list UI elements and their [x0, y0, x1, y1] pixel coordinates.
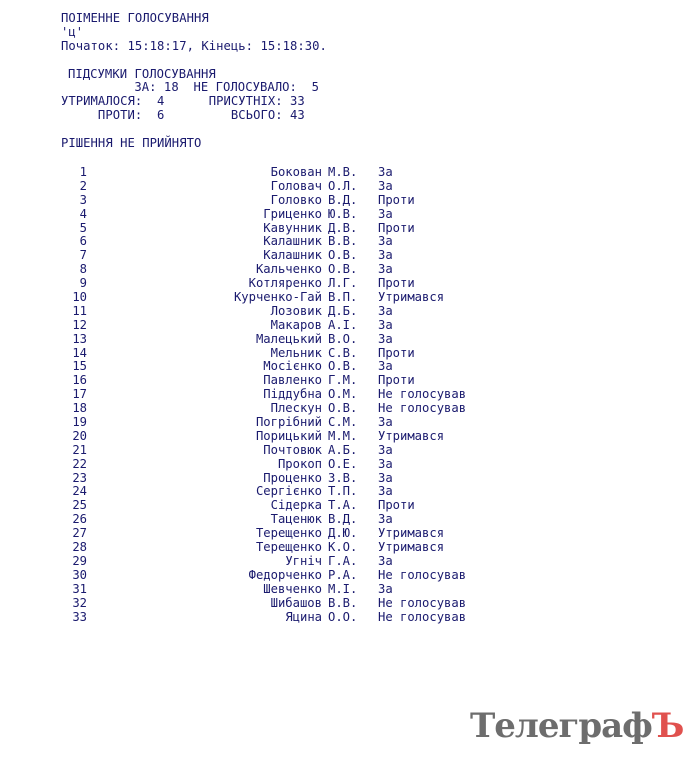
deputy-initials: Д.Ю. [328, 526, 358, 541]
deputy-surname: Терещенко [255, 540, 322, 555]
deputy-initials: Д.Б. [328, 303, 358, 318]
vote-number: 8 [79, 262, 87, 277]
vote-result: За [378, 248, 393, 263]
vote-result: За [378, 553, 393, 568]
deputy-surname: Федорченко [248, 567, 322, 582]
vote-result: Утримався [378, 526, 445, 541]
summary-row-for: ЗА: 18 НЕ ГОЛОСУВАЛО: 5 [127, 80, 320, 95]
deputy-surname: Котляренко [248, 276, 322, 291]
vote-result: За [378, 581, 393, 596]
deputy-initials: О.Л. [328, 178, 358, 193]
deputy-initials: С.М. [328, 415, 358, 430]
vote-row [61, 499, 466, 513]
deputy-initials: Г.А. [328, 553, 358, 568]
deputy-surname: Яцина [285, 609, 322, 624]
vote-number: 26 [72, 512, 87, 527]
deputy-surname: Головко [270, 192, 322, 207]
vote-row [61, 277, 466, 291]
vote-number: 7 [79, 248, 87, 263]
vote-result: Не голосував [378, 595, 467, 610]
vote-number: 11 [72, 303, 87, 318]
vote-result: Проти [378, 276, 415, 291]
vote-number: 28 [72, 540, 87, 555]
deputy-surname: Шибашов [270, 595, 322, 610]
vote-number: 18 [72, 401, 87, 416]
vote-row [61, 472, 466, 486]
vote-number: 20 [72, 428, 87, 443]
vote-row [61, 444, 466, 458]
deputy-surname: Почтовюк [263, 442, 322, 457]
document-header [61, 12, 327, 151]
vote-result: За [378, 331, 393, 346]
deputy-initials: В.В. [328, 595, 358, 610]
deputy-surname: Павленко [263, 373, 322, 388]
vote-result: За [378, 234, 393, 249]
vote-number: 15 [72, 359, 87, 374]
vote-row [61, 597, 466, 611]
vote-row [61, 333, 466, 347]
deputy-initials: М.В. [328, 165, 358, 179]
vote-result: За [378, 359, 393, 374]
vote-result: Не голосував [378, 387, 467, 402]
vote-row [61, 222, 466, 236]
deputy-surname: Гриценко [263, 206, 322, 221]
deputy-surname: Кавунник [263, 220, 322, 235]
deputy-surname: Головач [270, 178, 322, 193]
summary-grid [61, 81, 327, 123]
vote-row [61, 360, 466, 374]
vote-row [61, 555, 466, 569]
vote-row [61, 291, 466, 305]
deputy-initials: О.В. [328, 262, 358, 277]
vote-row [61, 208, 466, 222]
deputy-surname: Кальченко [255, 262, 322, 277]
summary-row-against: ПРОТИ: 6 ВСЬОГО: 43 [61, 108, 305, 123]
vote-number: 13 [72, 331, 87, 346]
vote-result: Утримався [378, 290, 445, 305]
vote-number: 27 [72, 526, 87, 541]
deputy-initials: Ю.В. [328, 206, 358, 221]
vote-number: 30 [72, 567, 87, 582]
deputy-surname: Калашник [263, 248, 322, 263]
vote-result: Утримався [378, 540, 445, 555]
deputy-initials: В.Д. [328, 192, 358, 207]
vote-list [61, 166, 466, 624]
vote-result: За [378, 303, 393, 318]
deputy-initials: В.Д. [328, 512, 358, 527]
telegraf-logo [470, 706, 683, 746]
deputy-surname: Макаров [270, 317, 322, 332]
deputy-surname: Порицький [255, 428, 322, 443]
vote-row [61, 402, 466, 416]
deputy-surname: Прокоп [277, 456, 322, 471]
vote-row [61, 374, 466, 388]
vote-number: 3 [79, 192, 87, 207]
vote-result: За [378, 512, 393, 527]
vote-row [61, 319, 466, 333]
logo-accent-letter: Ъ [651, 706, 684, 746]
deputy-surname: Калашник [263, 234, 322, 249]
vote-number: 29 [72, 553, 87, 568]
vote-number: 5 [79, 220, 87, 235]
vote-row [61, 416, 466, 430]
vote-number: 25 [72, 498, 87, 513]
deputy-initials: О.В. [328, 359, 358, 374]
deputy-surname: Плескун [270, 401, 322, 416]
vote-result: За [378, 415, 393, 430]
logo-main-text: Телеграф [470, 706, 652, 746]
deputy-surname: Сергієнко [255, 484, 322, 499]
deputy-initials: Л.Г. [328, 276, 358, 291]
deputy-initials: К.О. [328, 540, 358, 555]
vote-row [61, 485, 466, 499]
deputy-initials: Т.А. [328, 498, 358, 513]
vote-number: 19 [72, 415, 87, 430]
vote-number: 32 [72, 595, 87, 610]
vote-number: 24 [72, 484, 87, 499]
vote-result: За [378, 484, 393, 499]
deputy-initials: О.Е. [328, 456, 358, 471]
vote-result: Не голосував [378, 567, 467, 582]
vote-number: 31 [72, 581, 87, 596]
vote-result: Проти [378, 498, 415, 513]
vote-row [61, 249, 466, 263]
deputy-surname: Терещенко [255, 526, 322, 541]
deputy-initials: О.О. [328, 609, 358, 624]
vote-timing: Початок: 15:18:17, Кінець: 15:18:30. [61, 38, 327, 53]
deputy-initials: В.О. [328, 331, 358, 346]
vote-result: Проти [378, 373, 415, 388]
vote-number: 4 [79, 206, 87, 221]
vote-row [61, 569, 466, 583]
vote-result: За [378, 470, 393, 485]
vote-row [61, 541, 466, 555]
vote-result: Не голосував [378, 401, 467, 416]
vote-result: За [378, 262, 393, 277]
vote-number: 22 [72, 456, 87, 471]
vote-row [61, 513, 466, 527]
deputy-surname: Піддубна [263, 387, 322, 402]
vote-row [61, 583, 466, 597]
deputy-initials: О.В. [328, 248, 358, 263]
vote-result: За [378, 165, 393, 179]
vote-result: Не голосував [378, 609, 467, 624]
deputy-initials: О.В. [328, 401, 358, 416]
vote-number: 9 [79, 276, 87, 291]
deputy-initials: А.І. [328, 317, 358, 332]
vote-number: 21 [72, 442, 87, 457]
deputy-surname: Сідерка [270, 498, 322, 513]
deputy-initials: В.П. [328, 290, 358, 305]
vote-result: За [378, 442, 393, 457]
vote-number: 6 [79, 234, 87, 249]
decision-status: РІШЕННЯ НЕ ПРИЙНЯТО [61, 136, 202, 151]
vote-number: 10 [72, 290, 87, 305]
deputy-initials: В.В. [328, 234, 358, 249]
deputy-initials: Д.В. [328, 220, 358, 235]
vote-result: Утримався [378, 428, 445, 443]
deputy-surname: Лозовик [270, 303, 322, 318]
vote-row [61, 235, 466, 249]
vote-number: 17 [72, 387, 87, 402]
deputy-initials: Т.П. [328, 484, 358, 499]
deputy-initials: М.І. [328, 581, 358, 596]
deputy-surname: Бокован [270, 165, 322, 179]
vote-row [61, 263, 466, 277]
vote-row [61, 166, 466, 180]
vote-number: 14 [72, 345, 87, 360]
vote-number: 1 [79, 165, 87, 179]
deputy-surname: Курченко-Гай [233, 290, 322, 305]
vote-row [61, 388, 466, 402]
vote-result: За [378, 317, 393, 332]
deputy-initials: З.В. [328, 470, 358, 485]
deputy-initials: Р.А. [328, 567, 358, 582]
deputy-surname: Мосієнко [263, 359, 322, 374]
vote-number: 23 [72, 470, 87, 485]
document-title: ПОІМЕННЕ ГОЛОСУВАННЯ [61, 11, 209, 25]
vote-number: 33 [72, 609, 87, 624]
deputy-initials: М.М. [328, 428, 358, 443]
vote-result: Проти [378, 220, 415, 235]
vote-result: За [378, 178, 393, 193]
vote-row [61, 527, 466, 541]
deputy-initials: А.Б. [328, 442, 358, 457]
deputy-surname: Угніч [285, 553, 322, 568]
summary-title: ПІДСУМКИ ГОЛОСУВАННЯ [68, 66, 216, 81]
deputy-initials: О.М. [328, 387, 358, 402]
vote-result: За [378, 206, 393, 221]
vote-row [61, 180, 466, 194]
deputy-surname: Мельник [270, 345, 322, 360]
deputy-surname: Проценко [263, 470, 322, 485]
vote-row [61, 611, 466, 625]
vote-result: Проти [378, 192, 415, 207]
deputy-surname: Таценюк [270, 512, 322, 527]
deputy-surname: Малецький [255, 331, 322, 346]
vote-subject: 'ц' [61, 24, 84, 39]
vote-number: 16 [72, 373, 87, 388]
vote-result: Проти [378, 345, 415, 360]
deputy-surname: Погрібний [255, 415, 322, 430]
vote-number: 12 [72, 317, 87, 332]
deputy-initials: С.В. [328, 345, 358, 360]
deputy-surname: Шевченко [263, 581, 322, 596]
vote-row [61, 430, 466, 444]
vote-number: 2 [79, 178, 87, 193]
vote-result: За [378, 456, 393, 471]
vote-row [61, 347, 466, 361]
vote-row [61, 194, 466, 208]
vote-row [61, 305, 466, 319]
deputy-initials: Г.М. [328, 373, 358, 388]
vote-row [61, 458, 466, 472]
summary-row-abstained: УТРИМАЛОСЯ: 4 ПРИСУТНІХ: 33 [61, 94, 305, 109]
